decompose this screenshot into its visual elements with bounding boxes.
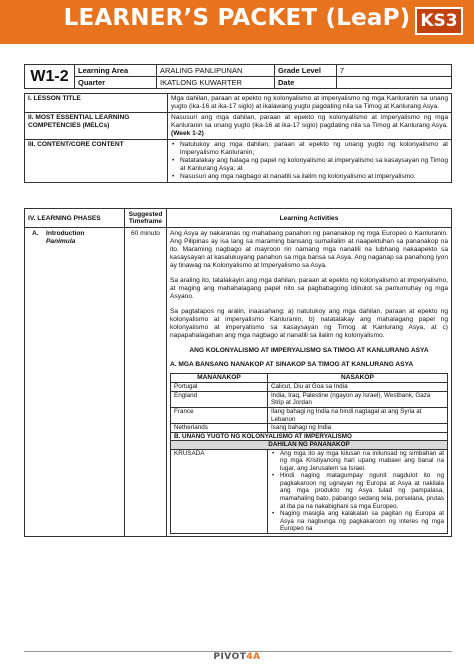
- activities-cell: [167, 228, 452, 537]
- table-row: [171, 449, 448, 533]
- colonized-cell: Ilang bahagi ng India na hindi nagtagal at ang Syria at Lebanon: [267, 407, 447, 423]
- quarter-label: Quarter: [75, 77, 157, 89]
- colonizer-cell: England: [171, 391, 268, 407]
- content-item: • Nasusuri ang mga nagbago at nanatili sa ilalim ng kolonyalismo at imperyalismo.: [171, 173, 448, 181]
- logo-main: PIVOT: [213, 652, 247, 662]
- melcs-cell: [168, 113, 452, 140]
- melcs-week: (Week 1-2): [171, 130, 204, 138]
- col-learning-phases: IV. LEARNING PHASES: [25, 209, 125, 228]
- date-label: Date: [275, 77, 337, 89]
- content-item: • Natutukoy ang mga dahilan, paraan at epekto ng unang yugto ng kolonyalismo at imperyalismo Kanluranin;: [171, 141, 448, 157]
- table-row: [171, 407, 448, 423]
- reasons-banded-head: DAHILAN NG PANANAKOP: [171, 441, 448, 450]
- list-item: • Naging masigla ang kalakalan sa pagitan ng Europa at Asya na nagbunga ng pagkakaroon ng interes ng mga Europeo na: [271, 510, 444, 533]
- colonizers-table: [170, 373, 448, 533]
- table-row: [171, 424, 448, 433]
- grade-level-label: Grade Level: [275, 65, 337, 77]
- list-item: • Hindi naging matagumpay ngunit nagdulot ito ng pagkakaroon ng ugnayan ng Europa at Asya at nakilala ang mga produkto ng Asya tulad ng pampalasa, mamahaling bato, pabango sedang tela, porselana, prutas at iba pa na nakabighani sa mga Europeo.: [271, 472, 444, 510]
- colonized-cell: India, Iraq, Palestine (ngayon ay Israel), Westbank, Gaza Strip at Jordan: [267, 391, 447, 407]
- grade-level-value: 7: [337, 65, 452, 77]
- intro-paragraph-2: Sa araling ito, tatalakayin ang mga dahilan, paraan at epekto ng kolonyalismo at imperyalismo, at maging ang mahahalagang papel nito sa pagbabagong idinulot sa pamumuhay ng mga Asyano.: [170, 277, 448, 301]
- page-title: LEARNER’S PACKET (LeaP): [63, 5, 411, 31]
- colonizer-cell: Netherlands: [171, 424, 268, 433]
- lesson-info-table: [24, 93, 452, 183]
- reason-list: [271, 450, 444, 533]
- colonizer-cell: France: [171, 407, 268, 423]
- ks-badge: KS3: [415, 7, 463, 35]
- section-a-heading: A. MGA BANSANG NANAKOP AT SINAKOP SA TIMOG AT KANLURANG ASYA: [170, 361, 414, 369]
- table-row: [171, 391, 448, 407]
- phase-letter: A.: [32, 230, 39, 237]
- melcs-text: Nasusuri ang mga dahilan, paraan at epekto ng kolonyalismo at imperyalismo ng mga Kanluranin sa unang yugto (ika-16 at ika-17 siglo) pagdating nila sa Timog at Kanlurang Asya.: [171, 114, 448, 130]
- pivot-logo: [0, 652, 474, 662]
- learning-area-value: ARALING PANLIPUNAN: [157, 65, 275, 77]
- phase-cell: [25, 228, 125, 537]
- lesson-title-label: I. LESSON TITLE: [25, 94, 168, 113]
- quarter-value: IKATLONG KUWARTER: [157, 77, 275, 89]
- week-label: W1-2: [25, 65, 75, 89]
- phase-subtitle: Panimula: [46, 238, 76, 246]
- phase-title: Introduction: [46, 230, 85, 237]
- section-heading: ANG KOLONYALISMO AT IMPERYALISMO SA TIMOG AT KANLURANG ASYA: [189, 347, 429, 355]
- header-table: [24, 64, 452, 89]
- col-timeframe: Suggested Timeframe: [125, 209, 167, 228]
- content-cell: [168, 140, 452, 183]
- lesson-title-text: Mga dahilan, paraan at epekto ng kolonyalismo at imperyalismo ng mga Kanluranin sa unang yugto (ika-16 at ika-17 siglo) at ikalawang yugto pagdating nila sa Timog at Kanlurang Asya.: [168, 94, 452, 113]
- intro-paragraph-3: Sa pagtatapos ng aralin, inaasahang: a) natutukoy ang mga dahilan, paraan at epekto ng kolonyalismo at imperyalismo Kanluranin, b) natatalakay ang mahalagang papel ng kolonyalismo at imperyalismo sa kasaysayan ng Timog at Kanlurang Asya, at c) napapahalagahan ang mga nagbago at nanatili sa ilalim ng kolonyalismo.: [170, 308, 448, 340]
- timeframe-value: 60 minuto: [125, 228, 167, 537]
- melcs-label: II. MOST ESSENTIAL LEARNING COMPETENCIES (MELCs): [25, 113, 168, 140]
- table-row: [171, 383, 448, 392]
- colonized-cell: Isang bahagi ng India: [267, 424, 447, 433]
- reason-details: [267, 449, 447, 533]
- date-value: [337, 77, 452, 89]
- colonizers-head: MANANAKOP: [171, 374, 268, 383]
- col-learning-activities: Learning Activities: [167, 209, 452, 228]
- list-item: • Ang mga ito ay mga kilusan na inilunsad ng simbahan at ng mga Kristiyanong hari upang mabawi ang banal na lugar, ang Jerusalem sa Israel.: [271, 450, 444, 473]
- content-list: [171, 141, 448, 181]
- colonizer-cell: Portugal: [171, 383, 268, 392]
- content-label: III. CONTENT/CORE CONTENT: [25, 140, 168, 183]
- logo-accent: 4A: [246, 652, 261, 662]
- content-item: • Natatalakay ang halaga ng papel ng kolonyalismo at imperyalismo sa kasaysayan ng Timog at Kanlurang Asya; at: [171, 157, 448, 173]
- reason-label: KRUSADA: [171, 449, 268, 533]
- learning-phases-table: [24, 208, 452, 537]
- learning-area-label: Learning Area: [75, 65, 157, 77]
- colonized-head: NASAKOP: [267, 374, 447, 383]
- colonized-cell: Calicut, Diu at Goa sa India: [267, 383, 447, 392]
- intro-paragraph-1: Ang Asya ay nakaranas ng mahabang panahon ng pananakop ng mga Europeo o Kanluranin. Ang Pilipinas ay isa lang sa maraming bansang sumailalim at naapektuhan sa pananakop na ito. Maraming nagbago at mayroon rin namang mga nanatili na lubhang nakaapekto sa kasaysayan at kasalukuyang panahon sa mga bansa sa Asya. Ang naganap sa panahong iyon ay tinawag na Kolonyalismo at Imperyalismo sa Asya.: [170, 230, 448, 270]
- section-b-heading: B. UNANG YUGTO NG KOLONYALISMO AT IMPERYALISMO: [171, 432, 448, 441]
